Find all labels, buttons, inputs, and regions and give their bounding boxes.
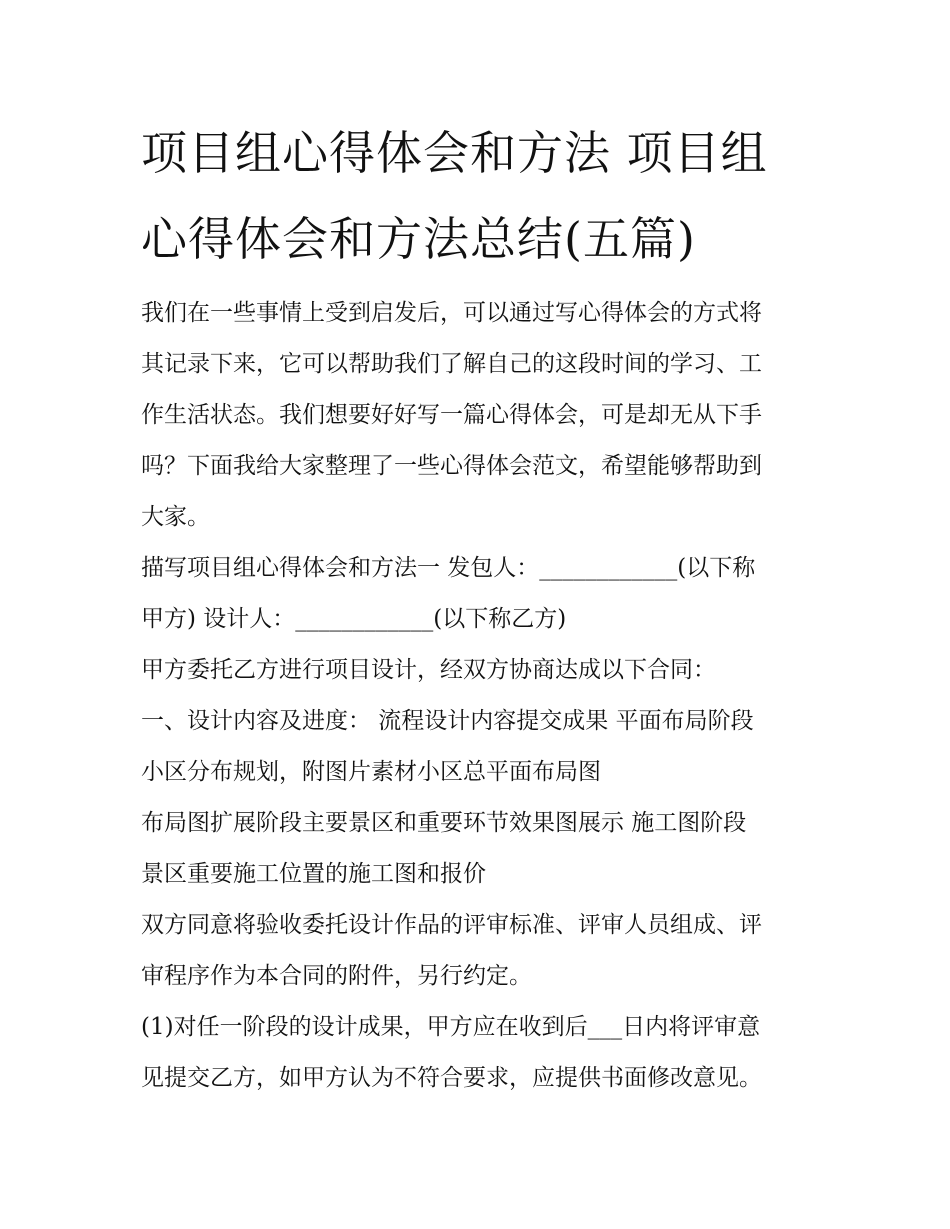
body-line: (1)对任一阶段的设计成果，甲方应在收到后___日内将评审意 (141, 1014, 761, 1040)
body-line: 吗？下面我给大家整理了一些心得体会范文，希望能够帮助到 (141, 453, 762, 479)
title-line: 心得体会和方法总结(五篇) (141, 212, 696, 266)
body-line: 描写项目组心得体会和方法一 发包人：____________(以下称 (141, 555, 756, 581)
body-line: 景区重要施工位置的施工图和报价 (141, 861, 486, 887)
document-body (141, 288, 821, 1104)
body-line: 作生活状态。我们想要好好写一篇心得体会，可是却无从下手 (141, 402, 762, 428)
body-line: 双方同意将验收委托设计作品的评审标准、评审人员组成、评 (141, 912, 762, 938)
body-line: 审程序作为本合同的附件，另行约定。 (141, 963, 532, 989)
title-line: 项目组心得体会和方法 项目组 (141, 126, 768, 180)
body-line: 小区分布规划，附图片素材小区总平面布局图 (141, 759, 601, 785)
body-line: 甲方) 设计人：____________(以下称乙方) (141, 606, 567, 632)
body-line: 甲方委托乙方进行项目设计，经双方协商达成以下合同： (141, 657, 716, 683)
body-line: 见提交乙方，如甲方认为不符合要求，应提供书面修改意见。 (141, 1065, 762, 1091)
body-line: 一、设计内容及进度： 流程设计内容提交成果 平面布局阶段 (141, 708, 754, 734)
body-line: 布局图扩展阶段主要景区和重要环节效果图展示 施工图阶段 (141, 810, 747, 836)
body-line: 大家。 (141, 504, 210, 530)
document-page (141, 110, 821, 1104)
body-line: 我们在一些事情上受到启发后，可以通过写心得体会的方式将 (141, 300, 762, 326)
body-line: 其记录下来，它可以帮助我们了解自己的这段时间的学习、工 (141, 351, 762, 377)
document-title (141, 110, 821, 282)
